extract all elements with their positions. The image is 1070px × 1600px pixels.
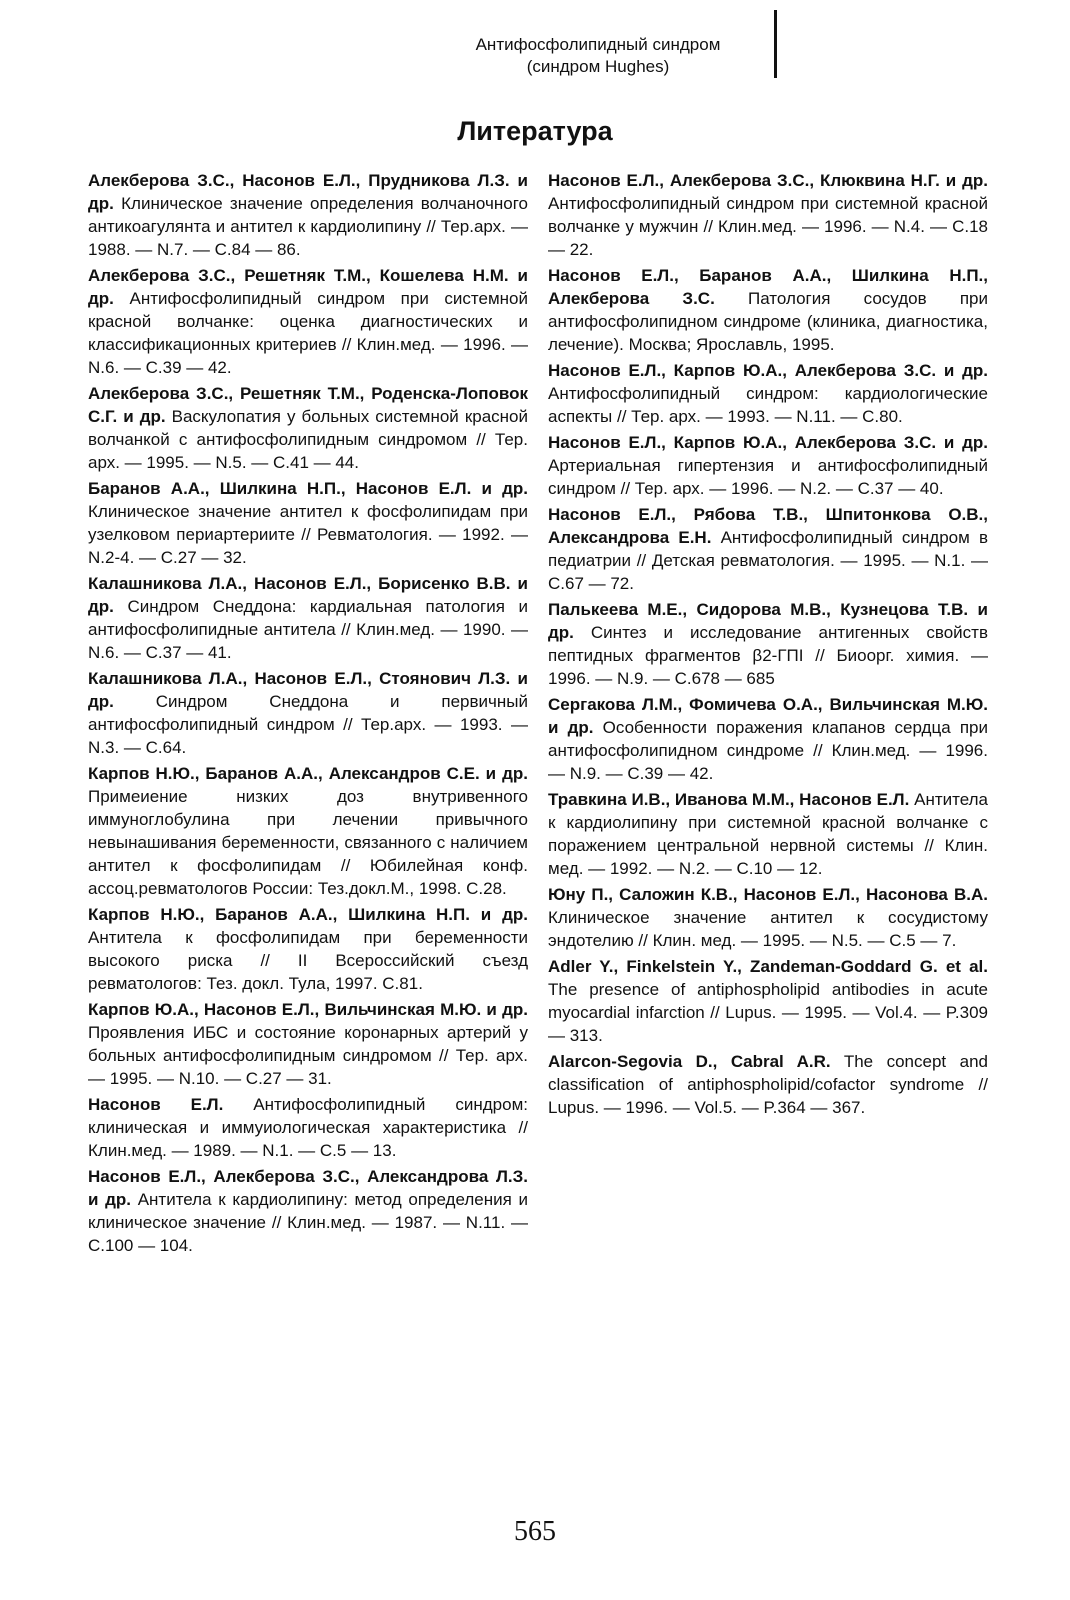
reference-text: Особенности поражения клапанов сердца при антифосфолипидном синдроме // Клин.мед. — 1996. — N.9. — С.39 — 42.: [548, 718, 988, 783]
section-title: Литература: [457, 116, 613, 146]
reference-entry: [548, 431, 988, 500]
reference-text: The presence of antiphospholipid antibodies in acute myocardial infarction // Lupus. — 1995. — Vol.4. — P.309 — 313.: [548, 980, 988, 1045]
reference-entry: [548, 503, 988, 595]
reference-text: Антифосфолипидный синдром в педиатрии // Детская ревматология. — 1995. — N.1. — С.67 — 72.: [548, 528, 988, 593]
reference-authors: Карпов Н.Ю., Баранов А.А., Александров С.Е. и др.: [88, 764, 528, 783]
reference-authors: Алекберова З.С., Насонов Е.Л., Прудникова Л.З. и др.: [88, 171, 528, 213]
reference-column-left: [88, 169, 528, 1260]
reference-authors: Насонов Е.Л., Карпов Ю.А., Алекберова З.С. и др.: [548, 361, 988, 380]
reference-authors: Adler Y., Finkelstein Y., Zandeman-Goddard G. et al.: [548, 957, 988, 976]
reference-entry: [548, 359, 988, 428]
reference-entry: [88, 477, 528, 569]
reference-entry: [88, 264, 528, 379]
running-head-line1: Антифосфолипидный синдром: [475, 35, 721, 54]
reference-authors: Юну П., Саложин К.В., Насонов Е.Л., Насонова В.А.: [548, 885, 988, 904]
reference-authors: Сергакова Л.М., Фомичева О.А., Вильчинская М.Ю. и др.: [548, 695, 988, 737]
reference-column-right: [548, 169, 988, 1122]
reference-entry: [88, 1093, 528, 1162]
reference-text: Антифосфолипидный синдром при системной красной волчанке: оценка диагностических и классификационных критериев // Клин.мед. — 1996. — N.6. — С.39 — 42.: [88, 289, 528, 377]
reference-authors: Алекберова З.С., Решетняк Т.М., Кошелева Н.М. и др.: [88, 266, 528, 308]
reference-authors: Насонов Е.Л., Алекберова З.С., Александрова Л.З. и др.: [88, 1167, 528, 1209]
reference-entry: [548, 1050, 988, 1119]
reference-entry: [88, 667, 528, 759]
reference-entry: [548, 598, 988, 690]
reference-authors: Alarcon-Segovia D., Cabral A.R.: [548, 1052, 831, 1071]
reference-text: Синтез и исследование антигенных свойств пептидных фрагментов β2-ГПI // Биоорг. химия. — 1996. — N.9. — С.678 — 685: [548, 623, 988, 688]
reference-text: Антитела к кардиолипину при системной красной волчанке с поражением центральной нервной системы // Клин. мед. — 1992. — N.2. — С.10 — 12.: [548, 790, 988, 878]
running-head-rule: [774, 10, 777, 78]
reference-entry: [88, 762, 528, 900]
reference-entry: [548, 264, 988, 356]
reference-entry: [548, 693, 988, 785]
reference-authors: Насонов Е.Л., Карпов Ю.А., Алекберова З.С. и др.: [548, 433, 988, 452]
reference-entry: [88, 998, 528, 1090]
reference-authors: Карпов Ю.А., Насонов Е.Л., Вильчинская М.Ю. и др.: [88, 1000, 528, 1019]
reference-authors: Насонов Е.Л., Рябова Т.В., Шпитонкова О.В., Александрова Е.Н.: [548, 505, 988, 547]
reference-text: Примеиение низких доз внутривенного иммуноглобулина при лечении привычного невынашивания беременности, связанного с наличием антител к фосфолипидам // Юбилейная конф. ассоц.ревматологов России: Тез.докл.М., 1998. С.28.: [88, 787, 528, 898]
reference-text: Клиническое значение антител к сосудистому эндотелию // Клин. мед. — 1995. — N.5. — С.5 — 7.: [548, 908, 988, 950]
reference-entry: [548, 955, 988, 1047]
reference-text: Клиническое значение антител к фосфолипидам при узелковом периартериите // Ревматология. — 1992. — N.2-4. — С.27 — 32.: [88, 502, 528, 567]
reference-authors: Травкина И.В., Иванова М.М., Насонов Е.Л.: [548, 790, 910, 809]
reference-text: Клиническое значение определения волчаночного антикоагулянта и антител к кардиолипину // Тер.арх. — 1988. — N.7. — С.84 — 86.: [88, 194, 528, 259]
reference-entry: [88, 382, 528, 474]
reference-authors: Баранов А.А., Шилкина Н.П., Насонов Е.Л. и др.: [88, 479, 528, 498]
running-head-line2: (синдром Hughes): [526, 57, 670, 76]
reference-authors: Насонов Е.Л.: [88, 1095, 224, 1114]
reference-authors: Насонов Е.Л., Баранов А.А., Шилкина Н.П., Алекберова З.С.: [548, 266, 988, 308]
running-head: [420, 34, 776, 78]
reference-entry: [88, 169, 528, 261]
reference-entry: [88, 903, 528, 995]
reference-text: Васкулопатия у больных системной красной волчанкой с антифосфолипидным синдромом // Тер. арх. — 1995. — N.5. — С.41 — 44.: [88, 407, 528, 472]
reference-text: Антифосфолипидный синдром при системной красной волчанке у мужчин // Клин.мед. — 1996. — N.4. — С.18 — 22.: [548, 194, 988, 259]
reference-text: Антифосфолипидный синдром: клиническая и иммуиологическая характеристика // Клин.мед. — 1989. — N.1. — С.5 — 13.: [88, 1095, 528, 1160]
reference-entry: [88, 1165, 528, 1257]
reference-text: Антитела к кардиолипину: метод определения и клиническое значение // Клин.мед. — 1987. — N.11. — С.100 — 104.: [88, 1190, 528, 1255]
reference-authors: Алекберова З.С., Решетняк Т.М., Роденска-Лоповок С.Г. и др.: [88, 384, 528, 426]
reference-authors: Карпов Н.Ю., Баранов А.А., Шилкина Н.П. и др.: [88, 905, 528, 924]
reference-text: Синдром Снеддона и первичный антифосфолипидный синдром // Тер.арх. — 1993. — N.3. — С.64.: [88, 692, 528, 757]
page-number: 565: [514, 1516, 556, 1547]
reference-text: Синдром Снеддона: кардиальная патология и антифосфолипидные антитела // Клин.мед. — 1990. — N.6. — С.37 — 41.: [88, 597, 528, 662]
reference-authors: Калашникова Л.А., Насонов Е.Л., Борисенко В.В. и др.: [88, 574, 528, 616]
reference-text: Артериальная гипертензия и антифосфолипидный синдром // Тер. арх. — 1996. — N.2. — С.37 — 40.: [548, 456, 988, 498]
reference-authors: Калашникова Л.А., Насонов Е.Л., Стоянович Л.З. и др.: [88, 669, 528, 711]
reference-entry: [88, 572, 528, 664]
reference-text: Антифосфолипидный синдром: кардиологические аспекты // Тер. арх. — 1993. — N.11. — С.80.: [548, 384, 988, 426]
reference-text: The concept and classification of antiphospholipid/cofactor syndrome // Lupus. — 1996. — Vol.5. — P.364 — 367.: [548, 1052, 988, 1117]
reference-entry: [548, 788, 988, 880]
reference-text: Антитела к фосфолипидам при беременности высокого риска // II Всероссийский съезд ревматологов: Тез. докл. Тула, 1997. С.81.: [88, 928, 528, 993]
reference-entry: [548, 169, 988, 261]
reference-authors: Насонов Е.Л., Алекберова З.С., Клюквина Н.Г. и др.: [548, 171, 988, 190]
reference-text: Патология сосудов при антифосфолипидном синдроме (клиника, диагностика, лечение). Москва; Ярославль, 1995.: [548, 289, 988, 354]
reference-entry: [548, 883, 988, 952]
reference-authors: Палькеева М.Е., Сидорова М.В., Кузнецова Т.В. и др.: [548, 600, 988, 642]
reference-text: Проявления ИБС и состояние коронарных артерий у больных антифосфолипидным синдромом // Тер. арх. — 1995. — N.10. — С.27 — 31.: [88, 1023, 528, 1088]
